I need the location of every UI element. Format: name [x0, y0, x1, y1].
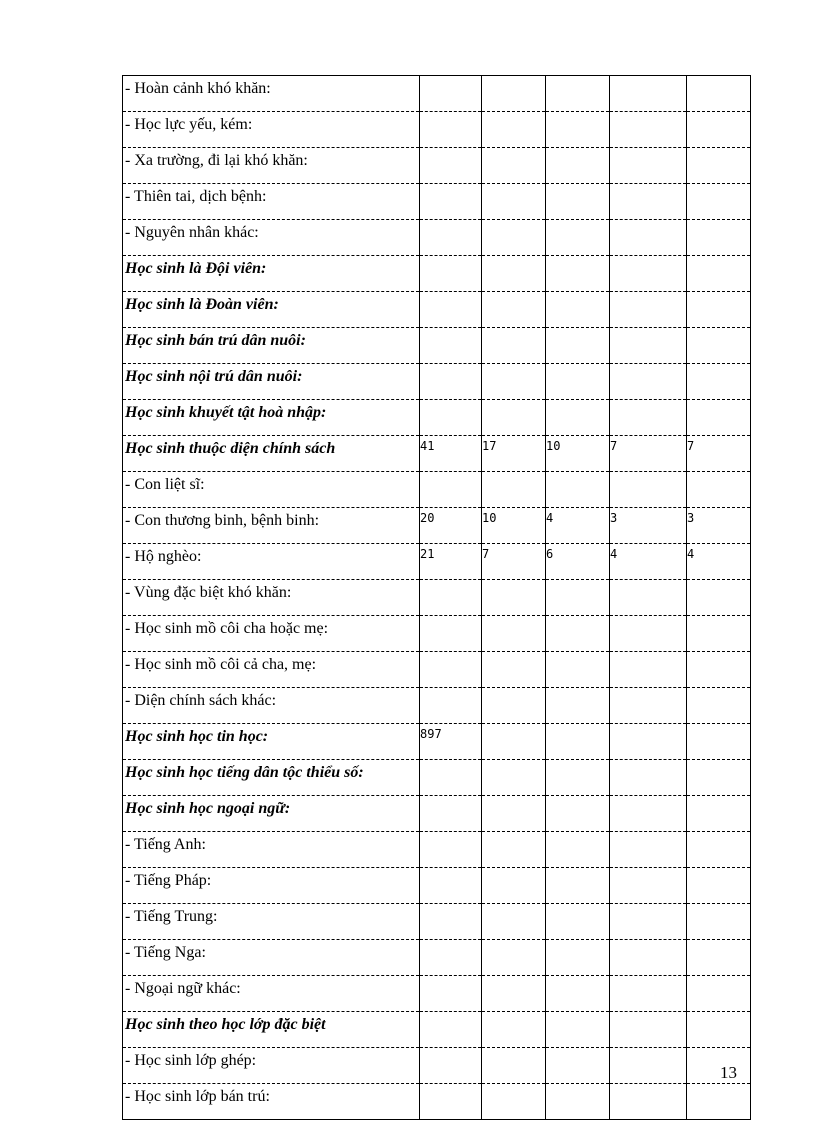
value-cell [687, 1084, 751, 1120]
row-label: - Ngoại ngữ khác: [123, 976, 420, 1012]
value-cell [687, 184, 751, 220]
value-cell [482, 184, 546, 220]
value-cell [610, 400, 687, 436]
value-cell [546, 832, 610, 868]
value-cell [687, 256, 751, 292]
table-row [123, 472, 751, 508]
value-cell [546, 688, 610, 724]
value-cell [546, 292, 610, 328]
value-cell [482, 1048, 546, 1084]
value-cell [687, 112, 751, 148]
value-cell [610, 1048, 687, 1084]
table-row [123, 616, 751, 652]
value-cell [546, 256, 610, 292]
value-cell [610, 364, 687, 400]
table-row [123, 976, 751, 1012]
value-cell [610, 832, 687, 868]
table-row [123, 76, 751, 112]
value-cell [687, 904, 751, 940]
value-cell: 897 [420, 724, 482, 760]
value-cell [687, 616, 751, 652]
value-cell [420, 904, 482, 940]
row-label: - Tiếng Trung: [123, 904, 420, 940]
table-row [123, 652, 751, 688]
value-cell [546, 1084, 610, 1120]
value-cell [546, 580, 610, 616]
row-label: - Nguyên nhân khác: [123, 220, 420, 256]
value-cell [546, 1048, 610, 1084]
table-row [123, 580, 751, 616]
row-label: - Diện chính sách khác: [123, 688, 420, 724]
value-cell [482, 580, 546, 616]
value-cell [610, 472, 687, 508]
value-cell [546, 868, 610, 904]
value-cell [687, 688, 751, 724]
value-cell [687, 364, 751, 400]
row-label: Học sinh học tiếng dân tộc thiểu số: [123, 760, 420, 796]
table-row [123, 400, 751, 436]
value-cell [482, 472, 546, 508]
value-cell [482, 400, 546, 436]
value-cell [610, 940, 687, 976]
row-label: Học sinh khuyết tật hoà nhập: [123, 400, 420, 436]
value-cell [420, 976, 482, 1012]
value-cell [610, 688, 687, 724]
value-cell [610, 220, 687, 256]
value-cell [482, 868, 546, 904]
value-cell [546, 760, 610, 796]
value-cell [420, 292, 482, 328]
table-row [123, 364, 751, 400]
value-cell [610, 976, 687, 1012]
row-label: Học sinh học tin học: [123, 724, 420, 760]
value-cell [610, 292, 687, 328]
value-cell [420, 688, 482, 724]
row-label: - Học sinh lớp bán trú: [123, 1084, 420, 1120]
value-cell [482, 148, 546, 184]
table-row [123, 544, 751, 580]
value-cell [546, 904, 610, 940]
value-cell [687, 400, 751, 436]
row-label: Học sinh học ngoại ngữ: [123, 796, 420, 832]
value-cell [546, 400, 610, 436]
value-cell [687, 292, 751, 328]
value-cell [610, 580, 687, 616]
value-cell [687, 760, 751, 796]
table-row [123, 328, 751, 364]
table-row [123, 1012, 751, 1048]
value-cell [482, 724, 546, 760]
value-cell [687, 472, 751, 508]
value-cell: 3 [610, 508, 687, 544]
row-label: - Học sinh mồ côi cha hoặc mẹ: [123, 616, 420, 652]
value-cell [420, 472, 482, 508]
value-cell [610, 1084, 687, 1120]
value-cell [546, 112, 610, 148]
table-row [123, 940, 751, 976]
value-cell [482, 256, 546, 292]
value-cell [482, 364, 546, 400]
value-cell [420, 580, 482, 616]
value-cell [420, 868, 482, 904]
value-cell [420, 616, 482, 652]
table-row [123, 292, 751, 328]
value-cell: 17 [482, 436, 546, 472]
table-row [123, 904, 751, 940]
row-label: - Xa trường, đi lại khó khăn: [123, 148, 420, 184]
value-cell [482, 976, 546, 1012]
row-label: - Học lực yếu, kém: [123, 112, 420, 148]
page-number: 13 [720, 1063, 737, 1082]
value-cell [482, 904, 546, 940]
row-label: - Vùng đặc biệt khó khăn: [123, 580, 420, 616]
value-cell [610, 760, 687, 796]
value-cell: 21 [420, 544, 482, 580]
value-cell [546, 940, 610, 976]
table-row [123, 256, 751, 292]
value-cell [610, 328, 687, 364]
value-cell [687, 868, 751, 904]
value-cell [420, 112, 482, 148]
table-row [123, 868, 751, 904]
table-row [123, 184, 751, 220]
value-cell [482, 1012, 546, 1048]
value-cell [420, 760, 482, 796]
value-cell [420, 652, 482, 688]
value-cell [546, 184, 610, 220]
value-cell [420, 940, 482, 976]
value-cell [610, 868, 687, 904]
value-cell [687, 1048, 751, 1084]
value-cell [546, 76, 610, 112]
value-cell: 6 [546, 544, 610, 580]
value-cell [687, 976, 751, 1012]
value-cell [610, 256, 687, 292]
value-cell: 7 [687, 436, 751, 472]
value-cell: 7 [482, 544, 546, 580]
value-cell [687, 652, 751, 688]
value-cell [687, 1012, 751, 1048]
value-cell: 4 [610, 544, 687, 580]
value-cell [420, 400, 482, 436]
table-row [123, 760, 751, 796]
value-cell: 4 [546, 508, 610, 544]
row-label: Học sinh theo học lớp đặc biệt [123, 1012, 420, 1048]
value-cell [420, 832, 482, 868]
value-cell [687, 580, 751, 616]
value-cell [546, 796, 610, 832]
value-cell [420, 328, 482, 364]
row-label: - Hoàn cảnh khó khăn: [123, 76, 420, 112]
table-row [123, 508, 751, 544]
row-label: - Con liệt sĩ: [123, 472, 420, 508]
value-cell [687, 220, 751, 256]
row-label: Học sinh bán trú dân nuôi: [123, 328, 420, 364]
value-cell [610, 148, 687, 184]
value-cell [482, 688, 546, 724]
value-cell [687, 76, 751, 112]
value-cell [420, 796, 482, 832]
table-row [123, 436, 751, 472]
value-cell [546, 220, 610, 256]
value-cell [482, 112, 546, 148]
value-cell [420, 256, 482, 292]
value-cell [482, 940, 546, 976]
value-cell [420, 1048, 482, 1084]
value-cell [546, 328, 610, 364]
value-cell [482, 616, 546, 652]
value-cell [420, 220, 482, 256]
table-row [123, 1084, 751, 1120]
value-cell: 7 [610, 436, 687, 472]
value-cell [420, 184, 482, 220]
value-cell [610, 904, 687, 940]
value-cell [610, 76, 687, 112]
row-label: - Tiếng Anh: [123, 832, 420, 868]
value-cell [610, 112, 687, 148]
row-label: - Học sinh mồ côi cả cha, mẹ: [123, 652, 420, 688]
value-cell: 10 [482, 508, 546, 544]
table-row [123, 832, 751, 868]
value-cell [546, 1012, 610, 1048]
value-cell: 41 [420, 436, 482, 472]
value-cell [687, 940, 751, 976]
value-cell [546, 472, 610, 508]
table-row [123, 796, 751, 832]
row-label: - Thiên tai, dịch bệnh: [123, 184, 420, 220]
value-cell [420, 364, 482, 400]
row-label: Học sinh là Đội viên: [123, 256, 420, 292]
value-cell [420, 76, 482, 112]
table-row [123, 112, 751, 148]
value-cell [546, 976, 610, 1012]
table-row [123, 220, 751, 256]
value-cell [482, 796, 546, 832]
value-cell [420, 1012, 482, 1048]
table-row [123, 1048, 751, 1084]
value-cell [420, 148, 482, 184]
value-cell [687, 796, 751, 832]
value-cell [482, 652, 546, 688]
value-cell [610, 1012, 687, 1048]
value-cell [546, 364, 610, 400]
row-label: Học sinh nội trú dân nuôi: [123, 364, 420, 400]
value-cell [610, 724, 687, 760]
row-label: - Học sinh lớp ghép: [123, 1048, 420, 1084]
value-cell [482, 1084, 546, 1120]
value-cell [482, 292, 546, 328]
row-label: Học sinh là Đoàn viên: [123, 292, 420, 328]
row-label: - Con thương binh, bệnh binh: [123, 508, 420, 544]
statistics-table [122, 75, 751, 1120]
table-row [123, 688, 751, 724]
value-cell: 4 [687, 544, 751, 580]
row-label: - Tiếng Nga: [123, 940, 420, 976]
value-cell [687, 148, 751, 184]
table-row [123, 148, 751, 184]
value-cell: 3 [687, 508, 751, 544]
row-label: Học sinh thuộc diện chính sách [123, 436, 420, 472]
value-cell [482, 328, 546, 364]
value-cell [610, 184, 687, 220]
value-cell [482, 832, 546, 868]
value-cell: 10 [546, 436, 610, 472]
value-cell [482, 760, 546, 796]
value-cell [546, 652, 610, 688]
row-label: - Tiếng Pháp: [123, 868, 420, 904]
value-cell [546, 724, 610, 760]
value-cell [482, 220, 546, 256]
value-cell [610, 796, 687, 832]
value-cell: 20 [420, 508, 482, 544]
row-label: - Hộ nghèo: [123, 544, 420, 580]
value-cell [687, 832, 751, 868]
value-cell [420, 1084, 482, 1120]
value-cell [546, 616, 610, 652]
value-cell [546, 148, 610, 184]
value-cell [687, 724, 751, 760]
value-cell [610, 652, 687, 688]
value-cell [687, 328, 751, 364]
value-cell [482, 76, 546, 112]
value-cell [610, 616, 687, 652]
table-row [123, 724, 751, 760]
